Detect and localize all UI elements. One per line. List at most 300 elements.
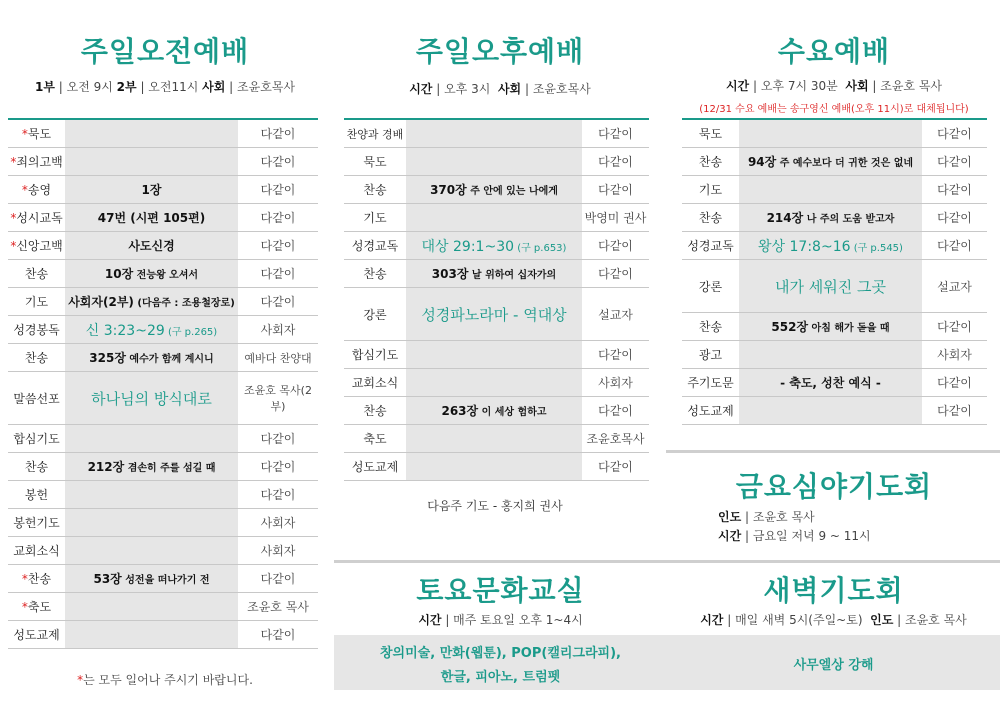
row-main-text: 사회자(2부) <box>68 295 134 309</box>
morning-title: 주일오전예배 <box>80 35 250 68</box>
row-label: 성도교제 <box>687 404 734 418</box>
host-name: 조윤호목사 <box>237 80 295 94</box>
afternoon-row <box>344 453 649 481</box>
second-service-label: 2부 <box>116 80 137 94</box>
row-label-cell <box>8 593 65 621</box>
row-label: 송영 <box>27 183 52 197</box>
morning-row <box>8 453 318 481</box>
afternoon-row <box>344 397 649 425</box>
row-leader-cell <box>582 341 649 369</box>
row-leader: 다같이 <box>937 183 972 197</box>
wednesday-row <box>682 341 987 369</box>
row-leader: 다같이 <box>598 404 633 418</box>
row-leader: 다같이 <box>937 320 972 334</box>
row-leader: 예바다 찬양대 <box>244 351 312 365</box>
row-label: 합심기도 <box>351 348 399 362</box>
row-label-cell <box>344 119 406 148</box>
row-label: 찬송 <box>363 183 387 197</box>
row-label-cell <box>682 260 739 313</box>
stand-mark: * <box>21 183 28 197</box>
row-leader-cell <box>238 176 318 204</box>
row-main-text: - 축도, 성찬 예식 - <box>780 376 881 390</box>
row-label: 교회소식 <box>351 376 399 390</box>
row-content-cell <box>739 119 922 148</box>
row-main-text: 하나님의 방식대로 <box>91 389 212 408</box>
stand-mark: * <box>10 239 17 253</box>
row-main-text: 53장 <box>93 572 122 586</box>
row-note-text: 성전을 떠나가기 전 <box>121 575 210 586</box>
row-main-text: 사도신경 <box>128 239 175 253</box>
row-label-cell <box>8 260 65 288</box>
afternoon-section <box>330 0 670 560</box>
wednesday-row <box>682 397 987 425</box>
row-content-cell <box>406 119 582 148</box>
row-content-cell <box>739 369 922 397</box>
row-label: 묵도 <box>698 127 723 141</box>
row-leader: 다같이 <box>260 155 296 169</box>
row-content-cell <box>65 288 238 316</box>
row-label-cell <box>8 148 65 176</box>
row-leader-cell <box>582 176 649 204</box>
row-content-cell <box>65 425 238 453</box>
morning-row <box>8 593 318 621</box>
dawn-body-box <box>667 635 1000 690</box>
row-leader: 사회자 <box>598 376 633 390</box>
row-content-cell <box>406 204 582 232</box>
row-label: 교회소식 <box>13 544 60 558</box>
row-label-cell <box>8 509 65 537</box>
row-content-cell <box>65 344 238 372</box>
row-main-text: 303장 <box>431 267 469 281</box>
row-label: 묵도 <box>363 155 387 169</box>
row-label: 죄의고백 <box>16 155 63 169</box>
row-leader: 조윤호 목사 <box>247 600 309 614</box>
row-leader-cell <box>582 260 649 288</box>
row-main-text: 212장 <box>87 460 125 474</box>
row-label-cell <box>344 176 406 204</box>
row-leader-cell <box>238 260 318 288</box>
morning-row <box>8 509 318 537</box>
row-leader: 다같이 <box>598 155 633 169</box>
morning-row <box>8 425 318 453</box>
row-leader: 다같이 <box>260 211 296 225</box>
row-leader: 다같이 <box>598 267 633 281</box>
wednesday-row <box>682 369 987 397</box>
row-label-cell <box>8 232 65 260</box>
row-label-cell <box>682 232 739 260</box>
afternoon-row <box>344 232 649 260</box>
row-leader-cell <box>238 119 318 148</box>
row-content-cell <box>406 341 582 369</box>
afternoon-row <box>344 369 649 397</box>
dawn-body: 사무엘상 강해 <box>793 658 874 673</box>
row-content-cell <box>65 593 238 621</box>
row-note-text: (구 p.653) <box>514 242 567 254</box>
morning-row <box>8 176 318 204</box>
row-leader: 다같이 <box>937 404 972 418</box>
row-label: 축도 <box>27 600 52 614</box>
row-main-text: 552장 <box>771 320 809 334</box>
row-leader-cell <box>238 288 318 316</box>
row-note-text: 겸손히 주를 섬길 때 <box>124 463 216 474</box>
morning-row <box>8 621 318 649</box>
row-content-cell <box>65 453 238 481</box>
row-label: 성경교독 <box>351 239 399 253</box>
row-leader-cell <box>238 425 318 453</box>
row-content-cell <box>65 537 238 565</box>
afternoon-row <box>344 260 649 288</box>
row-label: 찬송 <box>698 211 723 225</box>
friday-time: 시간 | 금요일 저녁 9 ~ 11시 <box>718 529 871 543</box>
afternoon-row <box>344 119 649 148</box>
row-leader: 다같이 <box>598 239 633 253</box>
row-content-cell <box>65 260 238 288</box>
row-main-text: 1장 <box>141 183 162 197</box>
morning-footnote: *는 모두 일어나 주시기 바랍니다. <box>77 673 253 687</box>
row-note-text: 이 세상 험하고 <box>478 407 547 418</box>
stand-mark: * <box>10 211 17 225</box>
row-label: 신앙고백 <box>16 239 63 253</box>
row-leader: 다같이 <box>260 628 296 642</box>
row-leader: 사회자 <box>937 348 972 362</box>
wednesday-row <box>682 119 987 148</box>
row-label: 성경봉독 <box>13 323 60 337</box>
row-label: 합심기도 <box>13 432 60 446</box>
row-note-text: 예수가 함께 계시니 <box>125 354 214 365</box>
row-note-text: (구 p.545) <box>850 242 903 254</box>
row-leader-cell <box>922 369 987 397</box>
wednesday-row <box>682 260 987 313</box>
row-content-cell <box>406 369 582 397</box>
afternoon-row <box>344 288 649 341</box>
row-label: 말씀선포 <box>13 391 60 406</box>
host-label: 사회 <box>202 80 226 94</box>
row-label: 찬송 <box>698 155 723 169</box>
row-leader: 다같이 <box>260 295 296 309</box>
friday-title: 금요심야기도회 <box>735 470 933 503</box>
row-label-cell <box>682 119 739 148</box>
wednesday-section <box>668 0 1000 450</box>
row-leader: 다같이 <box>937 239 972 253</box>
wednesday-subtitle: 시간 | 오후 7시 30분 사회 | 조윤호 목사 <box>725 79 943 93</box>
wednesday-title: 수요예배 <box>777 35 891 68</box>
afternoon-row <box>344 176 649 204</box>
row-leader: 다같이 <box>260 432 296 446</box>
row-leader: 다같이 <box>260 127 296 141</box>
row-label-cell <box>8 537 65 565</box>
row-main-text: 325장 <box>89 351 126 365</box>
row-content-cell <box>65 176 238 204</box>
row-leader-cell <box>238 453 318 481</box>
row-main-text: 내가 세워진 그곳 <box>775 277 886 296</box>
row-label-cell <box>8 119 65 148</box>
row-leader: 다같이 <box>260 183 296 197</box>
row-content-cell <box>739 148 922 176</box>
row-note-text: 전능왕 오셔서 <box>133 270 199 281</box>
row-leader-cell <box>582 397 649 425</box>
row-content-cell <box>65 204 238 232</box>
row-note-text: 나 주의 도움 받고자 <box>803 214 895 225</box>
row-leader: 다같이 <box>260 267 296 281</box>
row-leader: 박영미 권사 <box>584 211 647 225</box>
second-service-time: 오전11시 <box>148 80 199 94</box>
stand-mark: * <box>21 127 28 141</box>
row-leader: 다같이 <box>937 155 972 169</box>
row-leader-cell <box>922 260 987 313</box>
wednesday-notice: (12/31 수요 예배는 송구영신 예배(오후 11시)로 대체됩니다) <box>699 104 969 115</box>
row-leader-cell <box>238 565 318 593</box>
wednesday-row <box>682 232 987 260</box>
morning-order-table <box>8 118 318 649</box>
row-content-cell <box>65 565 238 593</box>
row-note-text: 아침 해가 돋을 때 <box>808 323 890 334</box>
row-label-cell <box>682 176 739 204</box>
row-label: 성경교독 <box>687 239 734 253</box>
row-content-cell <box>65 621 238 649</box>
row-label-cell <box>8 621 65 649</box>
row-label: 찬송 <box>363 404 387 418</box>
row-note-text: 주 예수보다 더 귀한 것은 없네 <box>776 158 914 169</box>
row-label-cell <box>344 204 406 232</box>
afternoon-order-table <box>344 118 649 481</box>
row-label-cell <box>8 316 65 344</box>
saturday-title: 토요문화교실 <box>416 574 585 607</box>
row-label-cell <box>344 453 406 481</box>
dawn-info: 시간 | 매일 새벽 5시(주일~토) 인도 | 조윤호 목사 <box>700 613 967 627</box>
row-label: 묵도 <box>27 127 52 141</box>
wednesday-row <box>682 148 987 176</box>
row-leader-cell <box>238 148 318 176</box>
row-leader: 다같이 <box>260 488 296 502</box>
row-leader-cell <box>582 288 649 341</box>
next-week-prayer: 다음주 기도 - 홍지희 권사 <box>427 499 563 513</box>
row-label: 성도교제 <box>13 628 60 642</box>
row-leader-cell <box>238 509 318 537</box>
afternoon-subtitle: 시간 | 오후 3시 사회 | 조윤호목사 <box>409 82 591 96</box>
row-content-cell <box>65 509 238 537</box>
row-leader-cell <box>582 425 649 453</box>
stand-mark: * <box>21 572 28 586</box>
dawn-title: 새벽기도회 <box>763 574 904 607</box>
divider-right <box>666 450 1000 453</box>
row-main-text: 214장 <box>766 211 804 225</box>
row-label: 찬송 <box>698 320 723 334</box>
dawn-section <box>667 563 1000 714</box>
saturday-time: 시간 | 매주 토요일 오후 1~4시 <box>418 613 583 627</box>
row-leader: 다같이 <box>598 348 633 362</box>
row-content-cell <box>739 176 922 204</box>
row-label-cell <box>344 341 406 369</box>
row-leader-cell <box>922 397 987 425</box>
friday-leader: 인도 | 조윤호 목사 <box>718 510 815 524</box>
row-content-cell <box>739 397 922 425</box>
row-leader-cell <box>922 232 987 260</box>
morning-row <box>8 372 318 425</box>
row-leader: 조윤호목사 <box>586 432 645 446</box>
row-content-cell <box>406 260 582 288</box>
row-content-cell <box>406 397 582 425</box>
row-main-text: 신 3:23~29 <box>85 322 165 339</box>
row-content-cell <box>406 232 582 260</box>
first-service-label: 1부 <box>34 80 55 94</box>
row-leader-cell <box>238 204 318 232</box>
row-leader-cell <box>582 453 649 481</box>
morning-row <box>8 288 318 316</box>
row-content-cell <box>65 481 238 509</box>
row-leader-cell <box>238 537 318 565</box>
row-label-cell <box>344 397 406 425</box>
row-leader-cell <box>922 176 987 204</box>
wednesday-order-table <box>682 118 987 425</box>
morning-row <box>8 481 318 509</box>
row-content-cell <box>65 232 238 260</box>
morning-section <box>0 0 330 714</box>
row-label-cell <box>344 369 406 397</box>
stand-mark: * <box>21 600 28 614</box>
row-leader: 설교자 <box>598 307 633 322</box>
row-content-cell <box>65 316 238 344</box>
row-leader-cell <box>238 621 318 649</box>
afternoon-row <box>344 425 649 453</box>
row-leader-cell <box>582 232 649 260</box>
morning-row <box>8 204 318 232</box>
morning-row <box>8 232 318 260</box>
saturday-classes-line2: 한글, 피아노, 트럼펫 <box>440 670 561 685</box>
row-content-cell <box>406 288 582 341</box>
row-label-cell <box>344 148 406 176</box>
wednesday-row <box>682 313 987 341</box>
row-label-cell <box>682 397 739 425</box>
row-content-cell <box>739 313 922 341</box>
afternoon-row <box>344 204 649 232</box>
row-content-cell <box>739 260 922 313</box>
row-label: 기도 <box>363 211 387 225</box>
row-label: 성도교제 <box>351 460 399 474</box>
row-label: 찬송 <box>24 351 49 365</box>
row-content-cell <box>406 176 582 204</box>
row-note-text: 날 위하여 십자가의 <box>468 270 557 281</box>
row-label-cell <box>8 372 65 425</box>
row-leader-cell <box>238 481 318 509</box>
row-main-text: 47번 (시편 105편) <box>97 211 206 225</box>
saturday-classes-box <box>334 635 667 690</box>
row-label: 주기도문 <box>687 376 734 390</box>
afternoon-title: 주일오후예배 <box>415 35 585 68</box>
row-label: 기도 <box>698 183 723 197</box>
afternoon-row <box>344 341 649 369</box>
row-label-cell <box>8 176 65 204</box>
row-content-cell <box>406 425 582 453</box>
row-content-cell <box>65 372 238 425</box>
row-label-cell <box>8 204 65 232</box>
row-label: 기도 <box>24 295 49 309</box>
row-label-cell <box>8 288 65 316</box>
row-leader-cell <box>922 119 987 148</box>
row-label: 찬송 <box>363 267 387 281</box>
row-leader-cell <box>238 232 318 260</box>
row-note-text: (구 p.265) <box>164 326 218 338</box>
row-label-cell <box>344 260 406 288</box>
row-label-cell <box>8 565 65 593</box>
row-label-cell <box>682 204 739 232</box>
row-main-text: 263장 <box>441 404 479 418</box>
row-label: 광고 <box>698 348 723 362</box>
row-leader: 다같이 <box>598 460 633 474</box>
stand-mark: * <box>10 155 17 169</box>
row-content-cell <box>406 453 582 481</box>
row-main-text: 대상 29:1~30 <box>421 238 515 255</box>
row-leader-cell <box>238 316 318 344</box>
row-leader: 사회자 <box>260 323 296 337</box>
row-leader: 사회자 <box>260 516 296 530</box>
row-main-text: 370장 <box>430 183 467 197</box>
wednesday-row <box>682 176 987 204</box>
row-content-cell <box>65 148 238 176</box>
row-label-cell <box>682 341 739 369</box>
row-leader-cell <box>922 148 987 176</box>
row-label-cell <box>344 425 406 453</box>
row-leader-cell <box>922 204 987 232</box>
morning-row <box>8 119 318 148</box>
row-label-cell <box>344 232 406 260</box>
row-leader: 사회자 <box>260 544 296 558</box>
row-label-cell <box>682 148 739 176</box>
row-leader-cell <box>582 119 649 148</box>
row-leader: 다같이 <box>260 572 296 586</box>
row-label: 봉헌기도 <box>13 516 60 530</box>
row-note-text: 주 안에 있는 나에게 <box>466 186 558 197</box>
row-leader-cell <box>922 313 987 341</box>
row-label: 강론 <box>363 307 387 322</box>
wednesday-row <box>682 204 987 232</box>
row-label: 봉헌 <box>24 488 49 502</box>
row-content-cell <box>739 204 922 232</box>
row-leader-cell <box>582 148 649 176</box>
row-leader-cell <box>238 372 318 425</box>
morning-row <box>8 344 318 372</box>
row-label: 찬송 <box>24 267 49 281</box>
row-label-cell <box>682 369 739 397</box>
row-label: 성시교독 <box>16 211 63 225</box>
row-label-cell <box>8 481 65 509</box>
morning-row <box>8 537 318 565</box>
row-leader: 다같이 <box>260 460 296 474</box>
row-leader: 다같이 <box>598 183 633 197</box>
row-leader: 조윤호 목사(2부) <box>244 384 312 413</box>
row-content-cell <box>406 148 582 176</box>
row-label-cell <box>8 344 65 372</box>
row-main-text: 성경파노라마 - 역대상 <box>421 305 567 324</box>
row-note-text: (다음주 : 조용철장로) <box>133 298 235 309</box>
row-leader: 다같이 <box>937 376 972 390</box>
row-leader-cell <box>238 344 318 372</box>
row-label-cell <box>344 288 406 341</box>
row-label: 찬양과 경배 <box>346 127 404 141</box>
morning-row <box>8 316 318 344</box>
friday-section <box>668 455 1000 560</box>
row-main-text: 왕상 17:8~16 <box>758 238 851 255</box>
first-service-time: 오전 9시 <box>66 80 113 94</box>
saturday-section <box>334 563 667 714</box>
row-leader: 다같이 <box>937 127 972 141</box>
row-content-cell <box>739 232 922 260</box>
row-content-cell <box>65 119 238 148</box>
row-leader-cell <box>582 369 649 397</box>
row-label: 찬송 <box>24 460 49 474</box>
row-leader: 다같이 <box>260 239 296 253</box>
row-label: 찬송 <box>27 572 52 586</box>
row-label: 축도 <box>363 432 387 446</box>
